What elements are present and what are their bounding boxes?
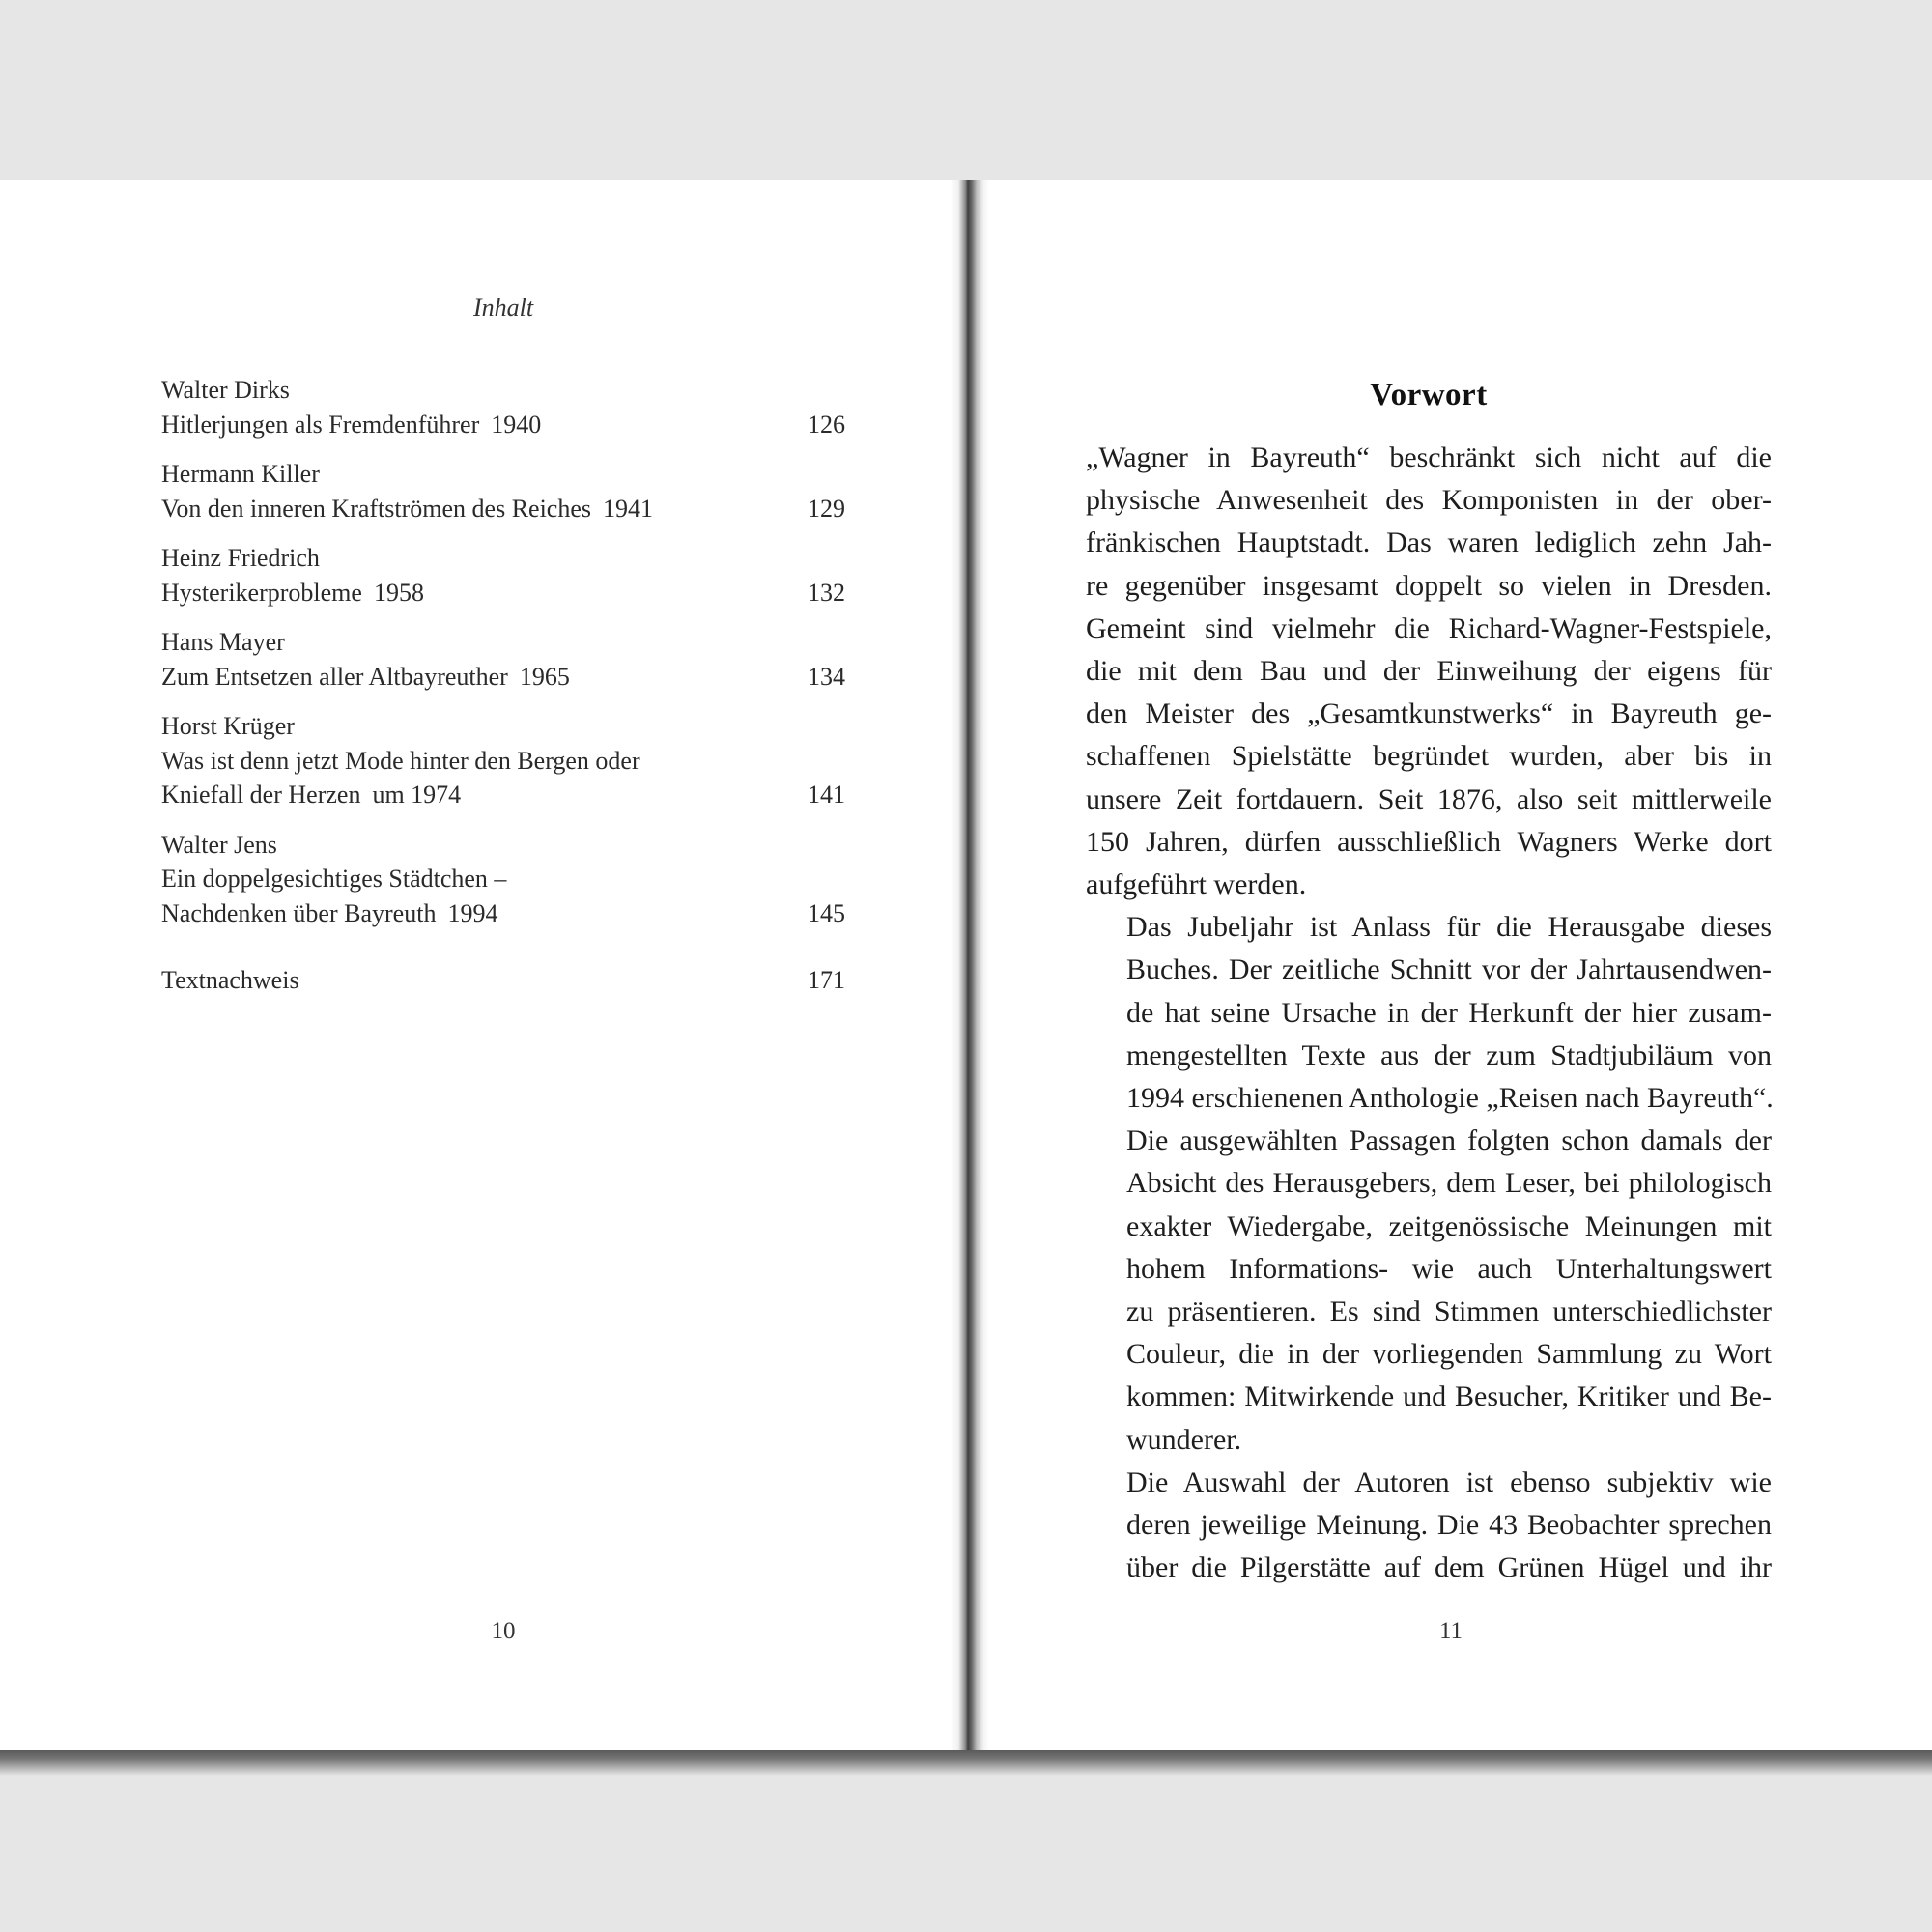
text-line: kommen: Mitwirkende und Besucher, Kritiker und Be- [1126, 1380, 1772, 1413]
text-line: re gegenüber insgesamt doppelt so vielen in Dresden. [1086, 569, 1772, 602]
book-bottom-edge-shadow [0, 1750, 1932, 1776]
toc-author: Hans Mayer [161, 628, 285, 656]
toc-entry [161, 541, 845, 610]
toc-title: Von den inneren Kraftströmen des Reiches 1941 [161, 494, 654, 523]
toc-entry [161, 709, 845, 812]
foreword-paragraph [1086, 1462, 1772, 1590]
text-line: Couleur, die in der vorliegenden Sammlung zu Wort [1126, 1338, 1772, 1371]
toc-title: Zum Entsetzen aller Altbayreuther 1965 [161, 662, 570, 691]
text-line: die mit dem Bau und der Einweihung der eigens für [1086, 655, 1772, 688]
text-line: unsere Zeit fortdauern. Seit 1876, also seit mittlerweile [1086, 782, 1772, 815]
text-line: de hat seine Ursache in der Herkunft der hier zusam- [1126, 996, 1772, 1029]
text-line: exakter Wiedergabe, zeitgenössische Meinungen mit [1126, 1209, 1772, 1242]
toc-entry [161, 457, 845, 526]
right-page [989, 180, 1932, 1750]
toc-year: 1941 [603, 494, 654, 523]
table-of-contents [161, 373, 845, 1013]
foreword-text [1086, 437, 1772, 1589]
text-line: mengestellten Texte aus der zum Stadtjubiläum von [1126, 1038, 1772, 1071]
toc-title: Kniefall der Herzen um 1974 [161, 781, 462, 809]
foreword-paragraph [1086, 906, 1772, 1462]
text-line: aufgeführt werden. [1086, 868, 1307, 901]
toc-page-number: 141 [808, 781, 845, 809]
text-line: Die Auswahl der Autoren ist ebenso subjektiv wie [1126, 1465, 1772, 1498]
book-spread [0, 180, 1932, 1750]
toc-title: Was ist denn jetzt Mode hinter den Bergen oder [161, 746, 640, 775]
text-line: über die Pilgerstätte auf dem Grünen Hügel und ihr [1126, 1551, 1772, 1584]
text-line: „Wagner in Bayreuth“ beschränkt sich nicht auf die [1086, 441, 1772, 473]
toc-title: Hitlerjungen als Fremdenführer 1940 [161, 410, 542, 439]
toc-page-number: 129 [808, 494, 845, 523]
toc-entry-textnachweis [161, 963, 845, 998]
text-line: zu präsentieren. Es sind Stimmen unterschiedlichster [1126, 1295, 1772, 1328]
left-page [0, 180, 951, 1750]
text-line: hohem Informations- wie auch Unterhaltungswert [1126, 1252, 1772, 1285]
text-line: fränkischen Hauptstadt. Das waren lediglich zehn Jah- [1086, 526, 1772, 559]
toc-title: Nachdenken über Bayreuth 1994 [161, 898, 498, 927]
toc-title: Textnachweis [161, 966, 299, 994]
text-line: wunderer. [1126, 1423, 1242, 1456]
text-line: schaffenen Spielstätte begründet wurden, aber bis in [1086, 740, 1772, 773]
text-line: Buches. Der zeitliche Schnitt vor der Jahrtausendwen- [1126, 953, 1772, 986]
toc-author: Hermann Killer [161, 460, 320, 488]
page-number-right: 11 [1438, 1618, 1463, 1644]
toc-page-number: 171 [808, 966, 845, 994]
toc-title: Hysterikerprobleme 1958 [161, 578, 424, 607]
text-line: physische Anwesenheit des Komponisten in der ober- [1086, 484, 1772, 517]
text-line: 1994 erschienenen Anthologie „Reisen nach Bayreuth“. [1126, 1082, 1774, 1115]
toc-year: 1994 [447, 898, 498, 927]
toc-author: Heinz Friedrich [161, 544, 320, 572]
book-gutter-shadow [951, 180, 989, 1750]
text-line: Absicht des Herausgebers, dem Leser, bei philologisch [1126, 1167, 1772, 1200]
toc-year: 1940 [491, 410, 542, 439]
text-line: deren jeweilige Meinung. Die 43 Beobachter sprechen [1126, 1509, 1772, 1542]
toc-page-number: 126 [808, 410, 845, 439]
toc-author: Walter Dirks [161, 376, 290, 404]
toc-year: 1958 [373, 578, 424, 607]
toc-entry [161, 828, 845, 931]
page-number-left: 10 [491, 1618, 516, 1644]
foreword-paragraph [1086, 437, 1772, 906]
text-line: den Meister des „Gesamtkunstwerks“ in Bayreuth ge- [1086, 697, 1772, 730]
toc-author: Walter Jens [161, 830, 277, 859]
toc-author: Horst Krüger [161, 712, 295, 740]
toc-page-number: 145 [808, 898, 845, 927]
text-line: Das Jubeljahr ist Anlass für die Herausgabe dieses [1126, 911, 1772, 944]
toc-page-number: 132 [808, 578, 845, 607]
toc-entry [161, 625, 845, 694]
text-line: Gemeint sind vielmehr die Richard-Wagner-Festspiele, [1086, 611, 1772, 644]
chapter-heading: Vorwort [1370, 378, 1488, 412]
running-head: Inhalt [472, 294, 534, 322]
toc-year: um 1974 [372, 781, 462, 809]
text-line: Die ausgewählten Passagen folgten schon damals der [1126, 1124, 1772, 1157]
toc-entry [161, 373, 845, 441]
toc-page-number: 134 [808, 662, 845, 691]
toc-title: Ein doppelgesichtiges Städtchen – [161, 865, 507, 893]
text-line: 150 Jahren, dürfen ausschließlich Wagners Werke dort [1086, 825, 1772, 858]
toc-year: 1965 [519, 662, 570, 691]
